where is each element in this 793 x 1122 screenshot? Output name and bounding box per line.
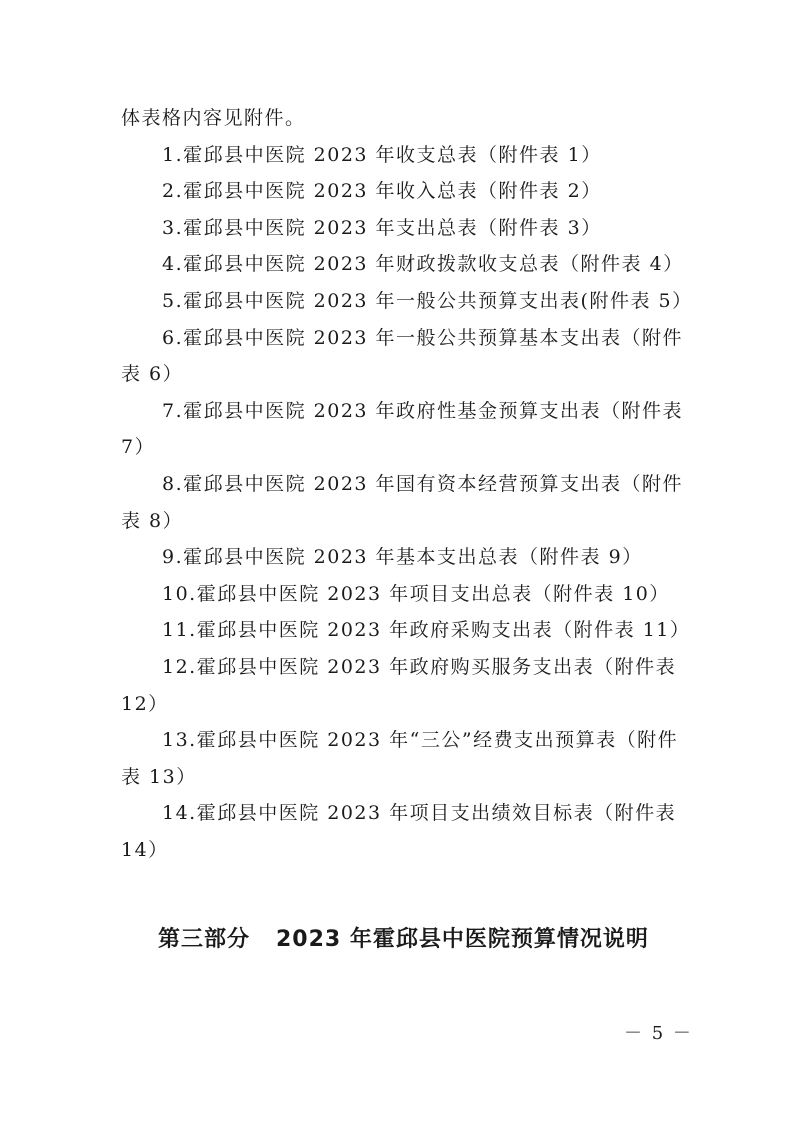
list-item-6: 6.霍邱县中医院 2023 年一般公共预算基本支出表（附件 [162, 326, 684, 349]
section-heading: 第三部分 2023 年霍邱县中医院预算情况说明 [158, 927, 649, 952]
list-item-6-continued: 表 6） [121, 363, 184, 386]
list-item-8: 8.霍邱县中医院 2023 年国有资本经营预算支出表（附件 [162, 472, 684, 495]
attachment-list [121, 100, 693, 868]
list-item-14: 14.霍邱县中医院 2023 年项目支出绩效目标表（附件表 [162, 802, 677, 825]
list-item-10: 10.霍邱县中医院 2023 年项目支出总表（附件表 10） [162, 582, 670, 605]
list-item-7-continued: 7） [121, 436, 156, 459]
list-item-3: 3.霍邱县中医院 2023 年支出总表（附件表 3） [162, 216, 602, 239]
page-number: － 5 － [624, 1023, 693, 1044]
list-item-11: 11.霍邱县中医院 2023 年政府采购支出表（附件表 11） [162, 619, 691, 642]
list-item-9: 9.霍邱县中医院 2023 年基本支出总表（附件表 9） [162, 546, 643, 569]
list-item-8-continued: 表 8） [121, 509, 184, 532]
list-item-14-continued: 14） [121, 838, 169, 861]
paragraph-intro: 体表格内容见附件。 [121, 107, 306, 129]
list-item-1: 1.霍邱县中医院 2023 年收支总表（附件表 1） [162, 143, 602, 166]
list-item-12: 12.霍邱县中医院 2023 年政府购买服务支出表（附件表 [162, 655, 677, 678]
list-item-13: 13.霍邱县中医院 2023 年“三公”经费支出预算表（附件 [162, 729, 679, 752]
list-item-2: 2.霍邱县中医院 2023 年收入总表（附件表 2） [162, 180, 602, 203]
list-item-13-continued: 表 13） [121, 765, 197, 788]
list-item-5: 5.霍邱县中医院 2023 年一般公共预算支出表(附件表 5） [162, 289, 693, 312]
list-item-12-continued: 12） [121, 692, 169, 715]
list-item-7: 7.霍邱县中医院 2023 年政府性基金预算支出表（附件表 [162, 399, 684, 422]
list-item-4: 4.霍邱县中医院 2023 年财政拨款收支总表（附件表 4） [162, 253, 684, 276]
